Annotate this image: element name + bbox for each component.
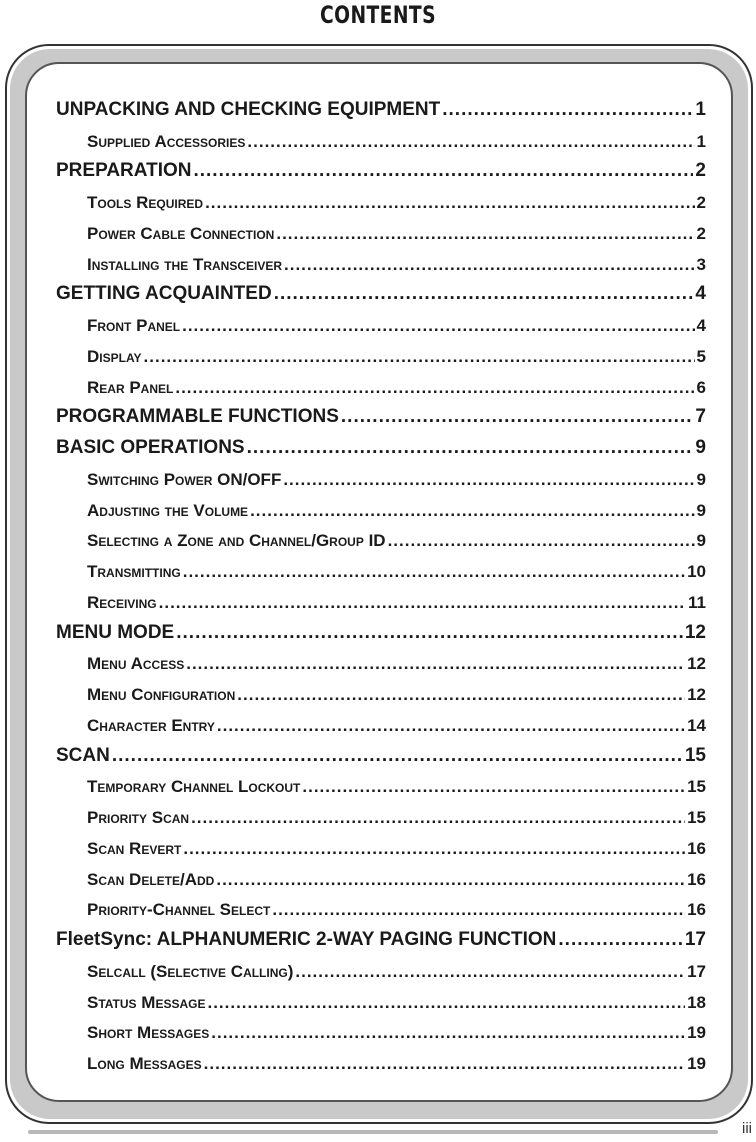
toc-entry-title: Scan Delete/Add — [87, 869, 215, 889]
toc-page-number: 9 — [696, 469, 706, 489]
toc-entry-title: Menu Access — [87, 654, 185, 674]
dot-leader — [159, 593, 686, 613]
toc-subsection-entry[interactable] — [56, 770, 706, 801]
toc-entry-title: SCAN — [56, 744, 110, 766]
toc-section-entry[interactable] — [56, 616, 706, 647]
toc-subsection-entry[interactable] — [56, 216, 706, 247]
toc-entry-title: Menu Configuration — [87, 685, 236, 704]
toc-entry-title: Priority Scan — [87, 808, 190, 827]
toc-subsection-entry[interactable] — [56, 954, 706, 985]
toc-subsection-entry[interactable] — [56, 185, 706, 216]
toc-subsection-entry[interactable] — [56, 708, 706, 739]
toc-entry-title: Long Messages — [87, 1054, 202, 1073]
toc-page-number: 10 — [687, 562, 706, 581]
toc-subsection-entry[interactable] — [56, 585, 706, 616]
dot-leader — [204, 1054, 685, 1074]
dot-leader — [183, 839, 685, 859]
toc-entry-title: UNPACKING AND CHECKING EQUIPMENT — [56, 98, 441, 120]
toc-page-number: 9 — [696, 531, 706, 551]
dot-leader — [302, 777, 685, 797]
toc-page-number: 15 — [687, 808, 706, 827]
dot-leader — [193, 160, 693, 182]
dot-leader — [112, 745, 683, 767]
toc-page-number: 5 — [696, 346, 706, 366]
toc-page-number: 17 — [687, 961, 706, 981]
toc-page-number: 14 — [687, 715, 706, 735]
dot-leader — [183, 562, 685, 582]
toc-page-number: 7 — [695, 406, 706, 428]
toc-page-number: 16 — [687, 838, 706, 858]
toc-page-number: 2 — [696, 223, 706, 243]
toc-entry-title: Temporary Channel Lockout — [87, 777, 301, 797]
toc-subsection-entry[interactable] — [56, 1046, 706, 1077]
toc-subsection-entry[interactable] — [56, 370, 706, 401]
page-number: iii — [742, 1120, 752, 1137]
toc-entry-title: Priority-Channel Select — [87, 900, 271, 920]
toc-entry-title: GETTING ACQUAINTED — [56, 283, 272, 305]
dot-leader — [182, 316, 694, 336]
toc-page-number: 16 — [687, 900, 706, 920]
toc-subsection-entry[interactable] — [56, 831, 706, 862]
toc-page-number: 11 — [688, 592, 706, 612]
toc-subsection-entry[interactable] — [56, 462, 706, 493]
toc-subsection-entry[interactable] — [56, 647, 706, 678]
toc-entry-title: Character Entry — [87, 715, 215, 735]
toc-page-number: 12 — [684, 621, 706, 643]
table-of-contents — [56, 93, 706, 1077]
dot-leader — [205, 193, 694, 213]
toc-page-number: 2 — [695, 160, 706, 182]
toc-page-number: 17 — [684, 929, 706, 950]
toc-page-number: 1 — [695, 98, 706, 120]
toc-section-entry[interactable] — [56, 93, 706, 124]
dot-leader — [558, 929, 682, 951]
toc-entry-title: Short Messages — [87, 1023, 210, 1043]
toc-subsection-entry[interactable] — [56, 677, 706, 708]
toc-page-number: 3 — [696, 254, 706, 274]
dot-leader — [272, 900, 685, 920]
toc-subsection-entry[interactable] — [56, 1016, 706, 1047]
dot-leader — [191, 808, 685, 828]
dot-leader — [144, 347, 695, 367]
toc-entry-title: FleetSync: ALPHANUMERIC 2-WAY PAGING FUNCTION — [56, 929, 557, 950]
toc-entry-title: PREPARATION — [56, 160, 192, 182]
toc-entry-title: MENU MODE — [56, 621, 175, 643]
toc-page-number: 9 — [696, 500, 706, 520]
toc-section-entry[interactable] — [56, 155, 706, 186]
toc-page-number: 19 — [687, 1023, 706, 1043]
dot-leader — [176, 622, 683, 644]
toc-section-entry[interactable] — [56, 431, 706, 462]
toc-subsection-entry[interactable] — [56, 893, 706, 924]
toc-page-number: 18 — [687, 992, 706, 1012]
dot-leader — [207, 993, 685, 1013]
toc-subsection-entry[interactable] — [56, 308, 706, 339]
toc-entry-title: Rear Panel — [87, 377, 174, 397]
dot-leader — [247, 132, 694, 152]
toc-subsection-entry[interactable] — [56, 124, 706, 155]
toc-section-entry[interactable] — [56, 401, 706, 432]
toc-entry-title: Installing the Transceiver — [87, 254, 283, 274]
toc-entry-title: Switching Power ON/OFF — [87, 469, 282, 489]
toc-entry-title: Selcall (Selective Calling) — [87, 961, 294, 981]
dot-leader — [217, 716, 685, 736]
footer-rule — [28, 1130, 718, 1134]
toc-subsection-entry[interactable] — [56, 554, 706, 585]
toc-entry-title: Front Panel — [87, 316, 181, 335]
toc-section-entry[interactable] — [56, 739, 706, 770]
toc-page-number: 2 — [696, 193, 706, 212]
dot-leader — [186, 654, 685, 674]
toc-entry-title: Selecting a Zone and Channel/Group ID — [87, 531, 386, 551]
toc-entry-title: Transmitting — [87, 562, 181, 581]
toc-page-number: 15 — [684, 744, 706, 766]
dot-leader — [295, 962, 685, 982]
toc-page-number: 16 — [687, 869, 706, 889]
dot-leader — [276, 224, 694, 244]
dot-leader — [250, 501, 694, 521]
toc-subsection-entry[interactable] — [56, 985, 706, 1016]
toc-entry-title: PROGRAMMABLE FUNCTIONS — [56, 406, 339, 428]
dot-leader — [274, 283, 694, 305]
toc-page-number: 15 — [687, 777, 706, 797]
toc-entry-title: Adjusting the Volume — [87, 500, 249, 520]
dot-leader — [388, 531, 695, 551]
dot-leader — [211, 1023, 685, 1043]
dot-leader — [216, 870, 685, 890]
toc-subsection-entry[interactable] — [56, 800, 706, 831]
toc-page-number: 9 — [695, 437, 706, 458]
toc-entry-title: Status Message — [87, 992, 206, 1012]
toc-subsection-entry[interactable] — [56, 493, 706, 524]
toc-page-number: 1 — [696, 131, 706, 151]
dot-leader — [247, 437, 694, 459]
toc-entry-title: Supplied Accessories — [87, 131, 246, 151]
dot-leader — [175, 378, 694, 398]
toc-entry-title: Receiving — [87, 592, 157, 612]
toc-page-number: 6 — [696, 377, 706, 397]
page-title: CONTENTS — [320, 1, 436, 29]
dot-leader — [341, 406, 694, 428]
toc-section-entry[interactable] — [56, 278, 706, 309]
toc-entry-title: BASIC OPERATIONS — [56, 437, 245, 458]
toc-page-number: 4 — [695, 283, 706, 305]
toc-entry-title: Display — [87, 346, 142, 366]
toc-subsection-entry[interactable] — [56, 247, 706, 278]
toc-entry-title: Tools Required — [87, 193, 204, 212]
toc-page-number: 12 — [687, 685, 706, 704]
toc-page-number: 4 — [696, 316, 706, 335]
toc-subsection-entry[interactable] — [56, 339, 706, 370]
toc-entry-title: Scan Revert — [87, 838, 182, 858]
toc-page-number: 19 — [687, 1054, 706, 1073]
dot-leader — [283, 470, 694, 490]
toc-section-entry[interactable] — [56, 923, 706, 954]
toc-subsection-entry[interactable] — [56, 524, 706, 555]
toc-entry-title: Power Cable Connection — [87, 223, 275, 243]
dot-leader — [442, 99, 693, 121]
dot-leader — [237, 685, 685, 705]
toc-page-number: 12 — [687, 654, 706, 674]
toc-subsection-entry[interactable] — [56, 862, 706, 893]
dot-leader — [284, 255, 695, 275]
